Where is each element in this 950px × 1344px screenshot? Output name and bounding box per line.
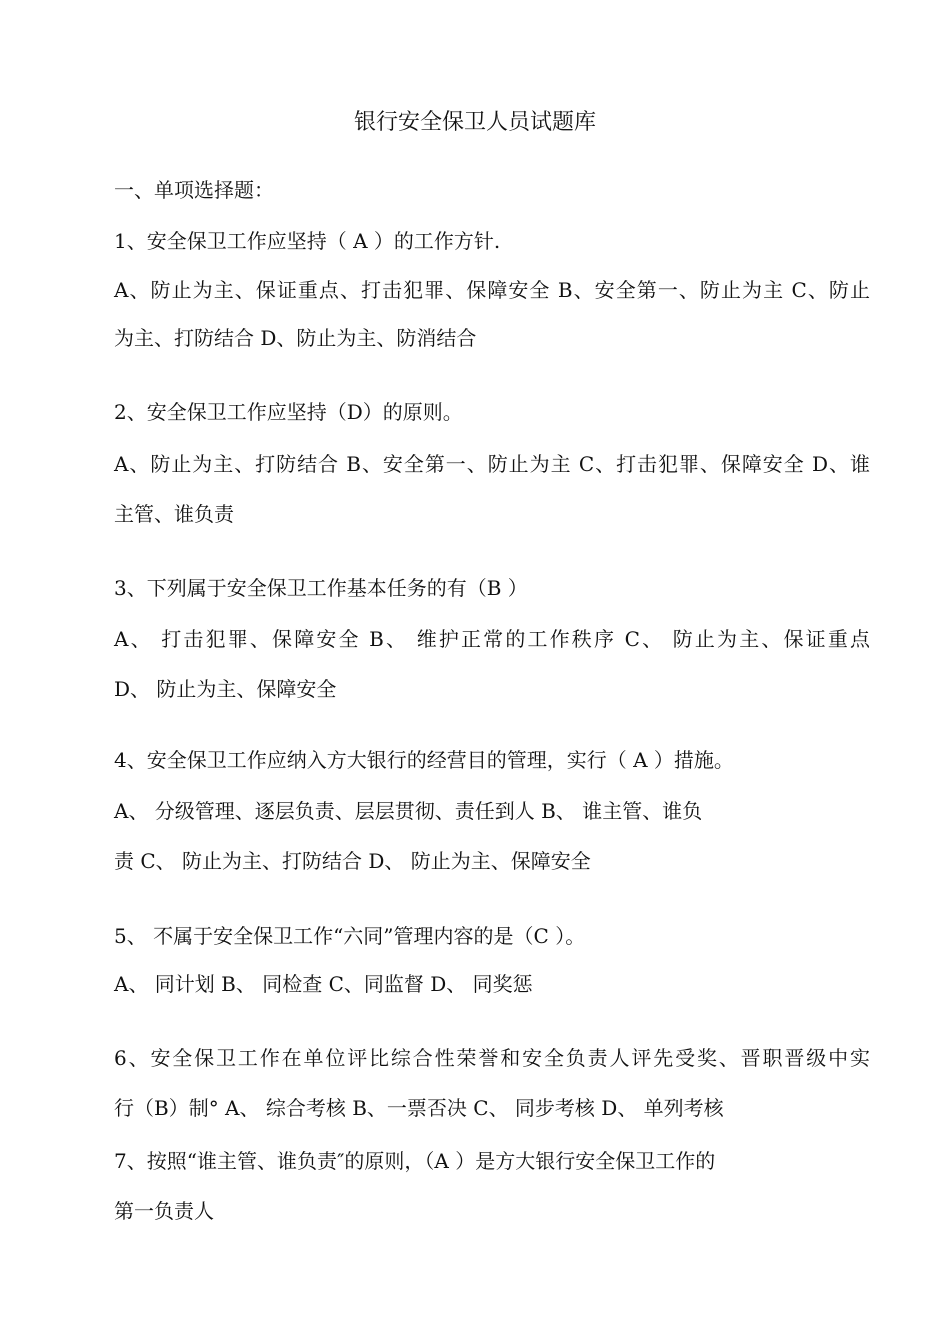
question-1-options-line-1: A、防止为主、保证重点、打击犯罪、保障安全 B、安全第一、防止为主 C、防止 <box>114 278 870 302</box>
question-4-options-line-2: 责 C、 防止为主、打防结合 D、 防止为主、保障安全 <box>114 849 591 873</box>
question-2-options-line-1: A、防止为主、打防结合 B、安全第一、防止为主 C、打击犯罪、保障安全 D、谁 <box>114 452 870 476</box>
question-1-options-line-2: 为主、打防结合 D、防止为主、防消结合 <box>114 326 477 350</box>
question-2: 2、安全保卫工作应坚持（D）的原则。 <box>114 400 463 424</box>
section-heading: 一、单项选择题： <box>114 178 274 202</box>
question-7-continuation: 第一负责人 <box>114 1199 214 1223</box>
question-6-options: 行（B）制° A、 综合考核 B、一票否决 C、 同步考核 D、 单列考核 <box>114 1096 724 1120</box>
question-2-options-line-2: 主管、谁负责 <box>114 502 234 526</box>
question-4: 4、安全保卫工作应纳入方大银行的经营目的管理，实行（ A ）措施。 <box>114 748 734 772</box>
question-4-options-line-1: A、 分级管理、逐层负责、层层贯彻、责任到人 B、 谁主管、谁负 <box>114 799 703 823</box>
question-3-options-line-1: A、 打击犯罪、保障安全 B、 维护正常的工作秩序 C、 防止为主、保证重点 <box>114 627 870 651</box>
question-1: 1、安全保卫工作应坚持（ A ）的工作方针. <box>114 229 501 253</box>
question-6: 6、安全保卫工作在单位评比综合性荣誉和安全负责人评先受奖、晋职晋级中实 <box>114 1046 870 1070</box>
question-5-options: A、 同计划 B、 同检查 C、同监督 D、 同奖惩 <box>114 972 533 996</box>
question-3: 3、下列属于安全保卫工作基本任务的有（B ） <box>114 576 528 600</box>
question-7: 7、按照“谁主管、谁负责″的原则，（A ）是方大银行安全保卫工作的 <box>114 1149 716 1173</box>
document-title: 银行安全保卫人员试题库 <box>353 110 596 135</box>
question-3-options-line-2: D、 防止为主、保障安全 <box>114 677 337 701</box>
question-5: 5、 不属于安全保卫工作“六同”管理内容的是（C ）。 <box>114 924 586 948</box>
